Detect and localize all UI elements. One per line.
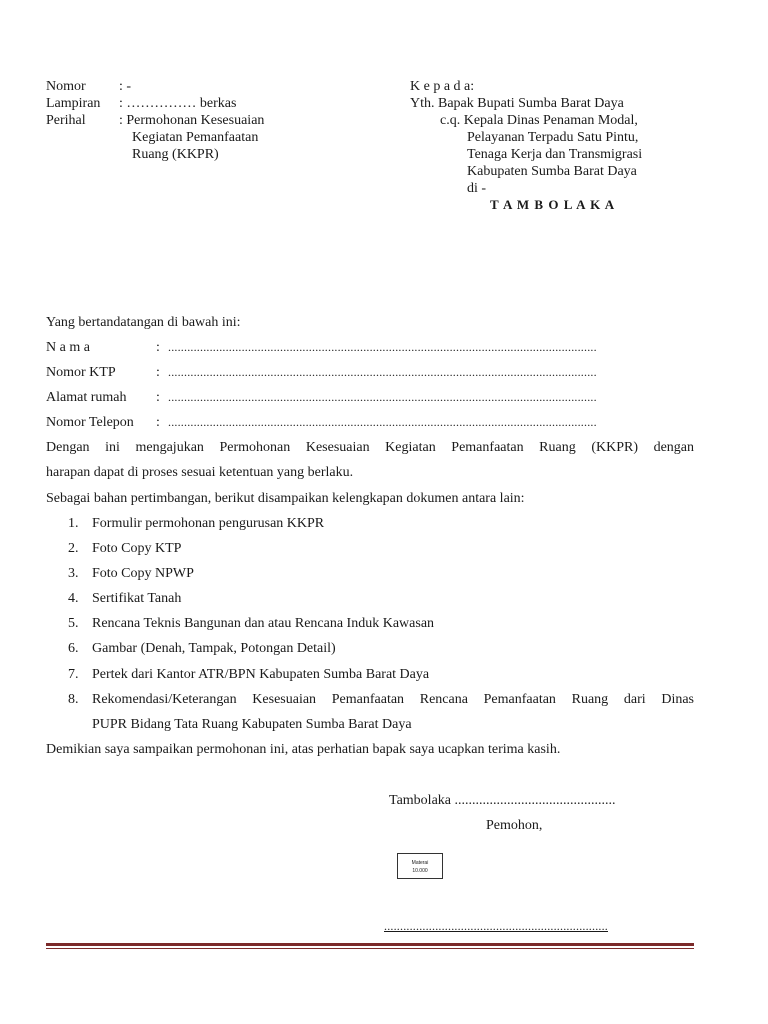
list-text-continued: PUPR Bidang Tata Ruang Kabupaten Sumba Barat Daya <box>92 717 412 732</box>
field-colon: : <box>156 365 160 380</box>
field-label: Nomor KTP <box>46 365 116 380</box>
field-blank[interactable]: ...................................................................................................................................... <box>168 415 597 429</box>
field-colon: : <box>156 415 160 430</box>
list-text: Pertek dari Kantor ATR/BPN Kabupaten Sumba Barat Daya <box>92 667 430 682</box>
stamp-value: 10.000 <box>412 868 428 874</box>
field-colon: : <box>156 340 160 355</box>
perihal-value-line-3: Ruang (KKPR) <box>132 147 219 162</box>
list-text: Rekomendasi/Keterangan Kesesuaian Pemanfaatan Rencana Pemanfaatan Ruang dari Dinas <box>92 692 694 707</box>
materai-stamp-box <box>397 853 443 879</box>
list-number: 2. <box>68 541 79 556</box>
list-text: Foto Copy KTP <box>92 541 182 556</box>
documents-intro: Sebagai bahan pertimbangan, berikut disampaikan kelengkapan dokumen antara lain: <box>46 491 525 506</box>
recipient-line-3: Tenaga Kerja dan Transmigrasi <box>467 147 643 162</box>
list-number: 3. <box>68 566 79 581</box>
list-text: Formulir permohonan pengurusan KKPR <box>92 516 325 531</box>
signature-line[interactable]: ...................................................................... <box>384 919 608 933</box>
nomor-value: : - <box>119 79 132 94</box>
stamp-label: Materai <box>411 860 429 866</box>
field-label: Nomor Telepon <box>46 415 134 430</box>
footer-rule-thick <box>46 943 694 946</box>
list-number: 8. <box>68 692 79 707</box>
recipient-city: T A M B O L A K A <box>490 197 616 212</box>
lampiran-value: : …………… berkas <box>119 96 237 111</box>
request-paragraph-line-1: Dengan ini mengajukan Permohonan Kesesuaian Kegiatan Pemanfaatan Ruang (KKPR) dengan <box>46 440 694 455</box>
list-text: Sertifikat Tanah <box>92 591 182 606</box>
field-colon: : <box>156 390 160 405</box>
recipient-line-4: Kabupaten Sumba Barat Daya <box>467 164 637 179</box>
list-number: 4. <box>68 591 79 606</box>
field-label: N a m a <box>46 340 90 355</box>
footer-rule-thin <box>46 948 694 949</box>
list-number: 6. <box>68 641 79 656</box>
field-label: Alamat rumah <box>46 390 127 405</box>
kepada-label: K e p a d a: <box>410 79 475 94</box>
pemohon-label: Pemohon, <box>486 818 543 833</box>
list-text: Gambar (Denah, Tampak, Potongan Detail) <box>92 641 336 656</box>
field-blank[interactable]: ...................................................................................................................................... <box>168 390 597 404</box>
lampiran-label: Lampiran <box>46 96 101 111</box>
request-paragraph-line-2: harapan dapat di proses sesuai ketentuan yang berlaku. <box>46 465 354 480</box>
closing-text: Demikian saya sampaikan permohonan ini, atas perhatian bapak saya ucapkan terima kasih. <box>46 742 561 757</box>
list-number: 5. <box>68 616 79 631</box>
perihal-value-line-1: : Permohonan Kesesuaian <box>119 113 265 128</box>
list-text: Rencana Teknis Bangunan dan atau Rencana Induk Kawasan <box>92 616 435 631</box>
recipient-cq: c.q. Kepala Dinas Penaman Modal, <box>440 113 638 128</box>
field-blank[interactable]: ...................................................................................................................................... <box>168 365 597 379</box>
perihal-label: Perihal <box>46 113 86 128</box>
perihal-value-line-2: Kegiatan Pemanfaatan <box>132 130 259 145</box>
field-blank[interactable]: ...................................................................................................................................... <box>168 340 597 354</box>
intro-text: Yang bertandatangan di bawah ini: <box>46 315 241 330</box>
nomor-label: Nomor <box>46 79 86 94</box>
recipient-line-2: Pelayanan Terpadu Satu Pintu, <box>467 130 639 145</box>
recipient-di: di - <box>467 181 487 196</box>
recipient-yth: Yth. Bapak Bupati Sumba Barat Daya <box>410 96 624 111</box>
list-number: 7. <box>68 667 79 682</box>
list-number: 1. <box>68 516 79 531</box>
list-text: Foto Copy NPWP <box>92 566 194 581</box>
place-date-line: Tambolaka .............................................. <box>389 793 616 808</box>
